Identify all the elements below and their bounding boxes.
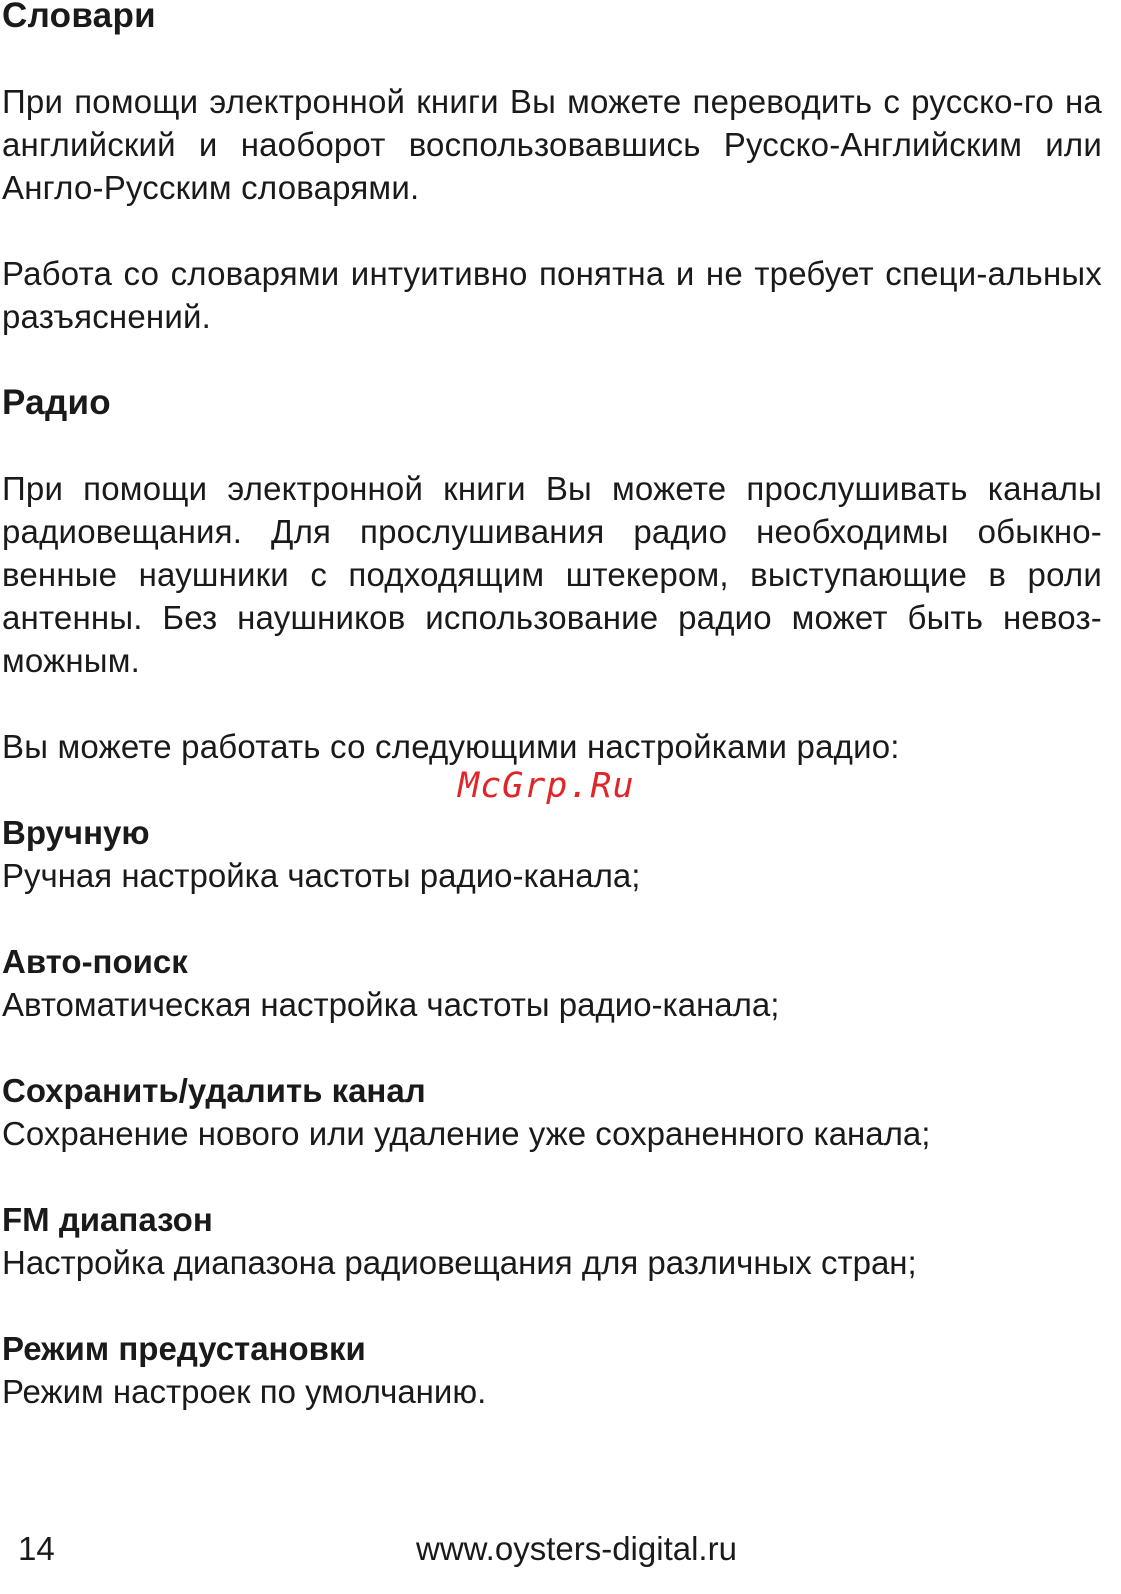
- radio-setting-desc: Настройка диапазона радиовещания для различных стран;: [2, 1244, 917, 1281]
- radio-setting-desc: Ручная настройка частоты радио-канала;: [2, 857, 641, 894]
- radio-setting-title: Вручную: [2, 814, 150, 851]
- radio-setting-desc: Сохранение нового или удаление уже сохраненного канала;: [2, 1115, 931, 1152]
- radio-setting-desc: Режим настроек по умолчанию.: [2, 1373, 487, 1410]
- radio-setting: [2, 1198, 1102, 1284]
- dictionaries-paragraph: При помощи электронной книги Вы можете переводить с русско-го на английский и наоборот воспользовавшись Русско-Английским или Англо-Русским словарями.: [2, 83, 1102, 206]
- radio-paragraph: Вы можете работать со следующими настройками радио:: [2, 728, 900, 765]
- radio-setting: [2, 1069, 1102, 1155]
- dictionaries-heading: Словари: [2, 0, 156, 35]
- dictionaries-paragraph: Работа со словарями интуитивно понятна и не требует специ-альных разъяснений.: [2, 255, 1102, 335]
- footer-url: www.oysters-digital.ru: [416, 1530, 737, 1567]
- radio-heading: Радио: [2, 383, 111, 422]
- radio-setting-title: FM диапазон: [2, 1201, 213, 1238]
- page-content: [2, 0, 1102, 1413]
- radio-setting: [2, 940, 1102, 1026]
- radio-setting-title: Режим предустановки: [2, 1330, 366, 1367]
- radio-paragraph: При помощи электронной книги Вы можете прослушивать каналы радиовещания. Для прослушивания радио необходимы обыкно-венные наушники с подходящим штекером, выступающие в роли антенны. Без наушников использование радио может быть невоз-можным.: [2, 470, 1102, 679]
- watermark-text: McGrp.Ru: [458, 766, 635, 806]
- radio-setting: [2, 811, 1102, 897]
- radio-setting-desc: Автоматическая настройка частоты радио-канала;: [2, 986, 780, 1023]
- page-number: 14: [18, 1530, 55, 1567]
- radio-setting-title: Сохранить/удалить канал: [2, 1072, 426, 1109]
- radio-setting-title: Авто-поиск: [2, 943, 188, 980]
- radio-setting: [2, 1327, 1102, 1413]
